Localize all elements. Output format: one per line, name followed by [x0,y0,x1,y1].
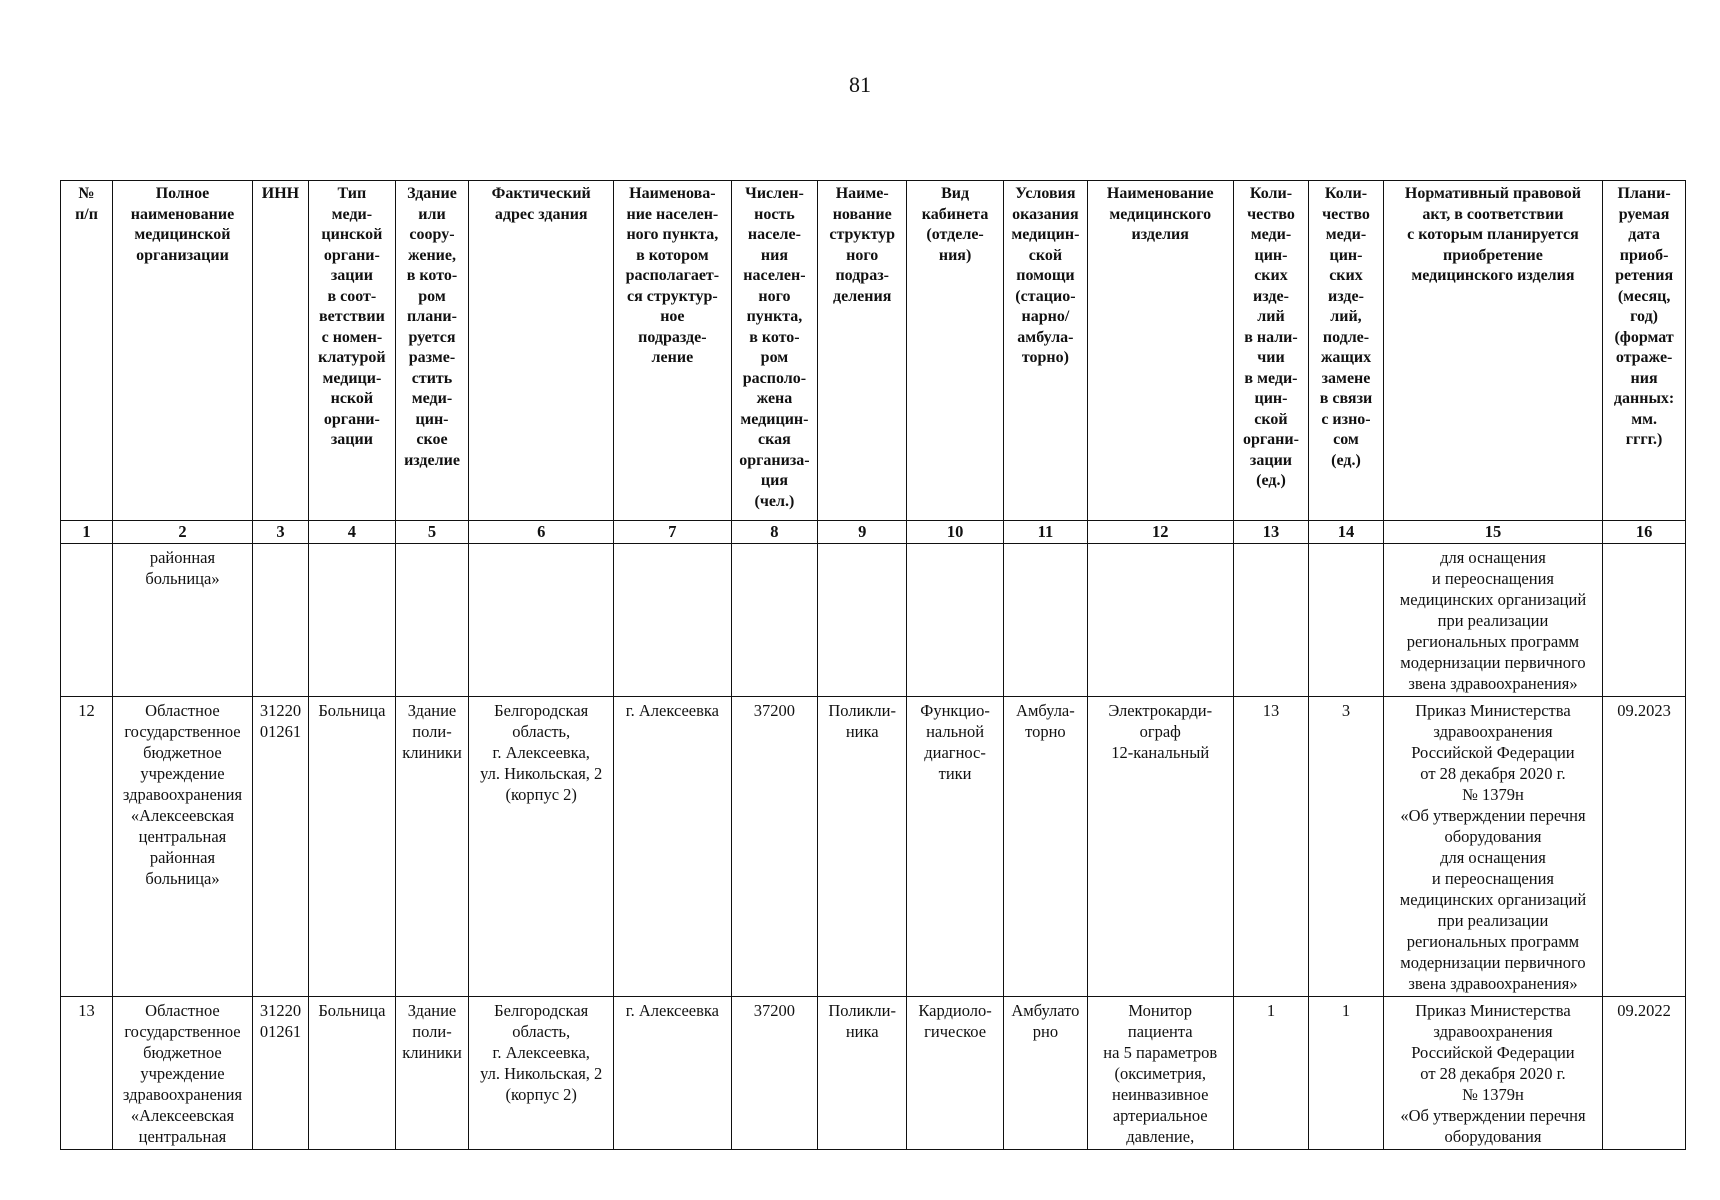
cell-qty-available [1233,544,1309,697]
cell-address: Белгородская область, г. Алексеевка, ул. Никольская, 2 (корпус 2) [469,697,614,997]
cell-room-type: Кардиоло- гическое [907,997,1004,1150]
cell-inn: 31220 01261 [252,697,308,997]
cell-room-type: Функцио- нальной диагнос- тики [907,697,1004,997]
cell-qty-available: 1 [1233,997,1309,1150]
cell-population: 37200 [731,997,818,1150]
cell-inn [252,544,308,697]
column-number: 15 [1383,521,1602,544]
cell-planned-date [1603,544,1686,697]
cell-care-conditions: Амбулато рно [1004,997,1088,1150]
cell-building [395,544,468,697]
header-unit: Наиме- нование структур ного подраз- деления [818,181,907,521]
header-building: Здание или соору- жение, в кото- ром плани- руется разме- стить меди- цин- ское изделие [395,181,468,521]
column-number: 2 [113,521,253,544]
cell-legal-act: Приказ Министерства здравоохранения Российской Федерации от 28 декабря 2020 г. № 1379н «Об утверждении перечня оборудования для оснащения и переоснащения медицинских организаций при реализации региональных программ модернизации первичного звена здравоохранения» [1383,697,1602,997]
cell-index: 13 [61,997,113,1150]
header-qty-available: Коли- чество меди- цин- ских изде- лий в нали- чии в меди- цин- ской органи- зации (ед.) [1233,181,1309,521]
cell-building: Здание поли- клиники [395,697,468,997]
cell-care-conditions: Амбула- торно [1004,697,1088,997]
page-number: 81 [849,72,871,97]
column-number: 8 [731,521,818,544]
cell-org-name: Областное государственное бюджетное учреждение здравоохранения «Алексеевская центральная районная больница» [113,697,253,997]
cell-address [469,544,614,697]
cell-address: Белгородская область, г. Алексеевка, ул. Никольская, 2 (корпус 2) [469,997,614,1150]
cell-org-type: Больница [309,697,396,997]
column-number: 4 [309,521,396,544]
column-number: 16 [1603,521,1686,544]
column-number: 11 [1004,521,1088,544]
column-number: 6 [469,521,614,544]
cell-inn: 31220 01261 [252,997,308,1150]
cell-legal-act: Приказ Министерства здравоохранения Российской Федерации от 28 декабря 2020 г. № 1379н «Об утверждении перечня оборудования [1383,997,1602,1150]
cell-qty-replace: 1 [1309,997,1384,1150]
equipment-table [60,180,1686,1150]
cell-unit [818,544,907,697]
header-qty-replace: Коли- чество меди- цин- ских изде- лий, подле- жащих замене в связи с изно- сом (ед.) [1309,181,1384,521]
cell-building: Здание поли- клиники [395,997,468,1150]
column-number: 5 [395,521,468,544]
cell-org-name: Областное государственное бюджетное учреждение здравоохранения «Алексеевская центральная [113,997,253,1150]
column-number: 14 [1309,521,1384,544]
table-row [61,544,1686,697]
cell-org-type [309,544,396,697]
header-planned-date: Плани- руемая дата приоб- ретения (месяц, год) (формат отраже- ния данных: мм. гггг.) [1603,181,1686,521]
column-number: 12 [1087,521,1233,544]
header-org-type: Тип меди- цинской органи- зации в соот- ветствии с номен- клатурой медици- нской органи- зации [309,181,396,521]
cell-org-type: Больница [309,997,396,1150]
header-room-type: Вид кабинета (отделе- ния) [907,181,1004,521]
cell-device-name [1087,544,1233,697]
table-row [61,697,1686,997]
cell-unit: Поликли- ника [818,697,907,997]
column-number-row [61,521,1686,544]
header-settlement: Наименова- ние населен- ного пункта, в котором располагает- ся структур- ное подразде- ление [614,181,731,521]
header-inn: ИНН [252,181,308,521]
cell-org-name: районная больница» [113,544,253,697]
cell-planned-date: 09.2022 [1603,997,1686,1150]
column-number: 3 [252,521,308,544]
header-care-conditions: Условия оказания медицин- ской помощи (стацио- нарно/ амбула- торно) [1004,181,1088,521]
cell-device-name: Электрокарди- ограф 12-канальный [1087,697,1233,997]
cell-settlement: г. Алексеевка [614,697,731,997]
header-legal-act: Нормативный правовой акт, в соответствии с которым планируется приобретение медицинского изделия [1383,181,1602,521]
cell-legal-act: для оснащения и переоснащения медицинских организаций при реализации региональных программ модернизации первичного звена здравоохранения» [1383,544,1602,697]
cell-qty-replace: 3 [1309,697,1384,997]
column-number: 1 [61,521,113,544]
cell-qty-available: 13 [1233,697,1309,997]
cell-room-type [907,544,1004,697]
cell-device-name: Монитор пациента на 5 параметров (оксиметрия, неинвазивное артериальное давление, [1087,997,1233,1150]
header-index: № п/п [61,181,113,521]
cell-unit: Поликли- ника [818,997,907,1150]
cell-planned-date: 09.2023 [1603,697,1686,997]
header-org-name: Полное наименование медицинской организации [113,181,253,521]
column-number: 9 [818,521,907,544]
column-number: 13 [1233,521,1309,544]
header-address: Фактический адрес здания [469,181,614,521]
cell-qty-replace [1309,544,1384,697]
column-number: 7 [614,521,731,544]
cell-population: 37200 [731,697,818,997]
cell-care-conditions [1004,544,1088,697]
cell-population [731,544,818,697]
header-device-name: Наименование медицинского изделия [1087,181,1233,521]
cell-settlement: г. Алексеевка [614,997,731,1150]
header-row [61,181,1686,521]
cell-index [61,544,113,697]
header-population: Числен- ность населе- ния населен- ного пункта, в кото- ром располо- жена медицин- ская организа- ция (чел.) [731,181,818,521]
cell-settlement [614,544,731,697]
cell-index: 12 [61,697,113,997]
table-row [61,997,1686,1150]
column-number: 10 [907,521,1004,544]
